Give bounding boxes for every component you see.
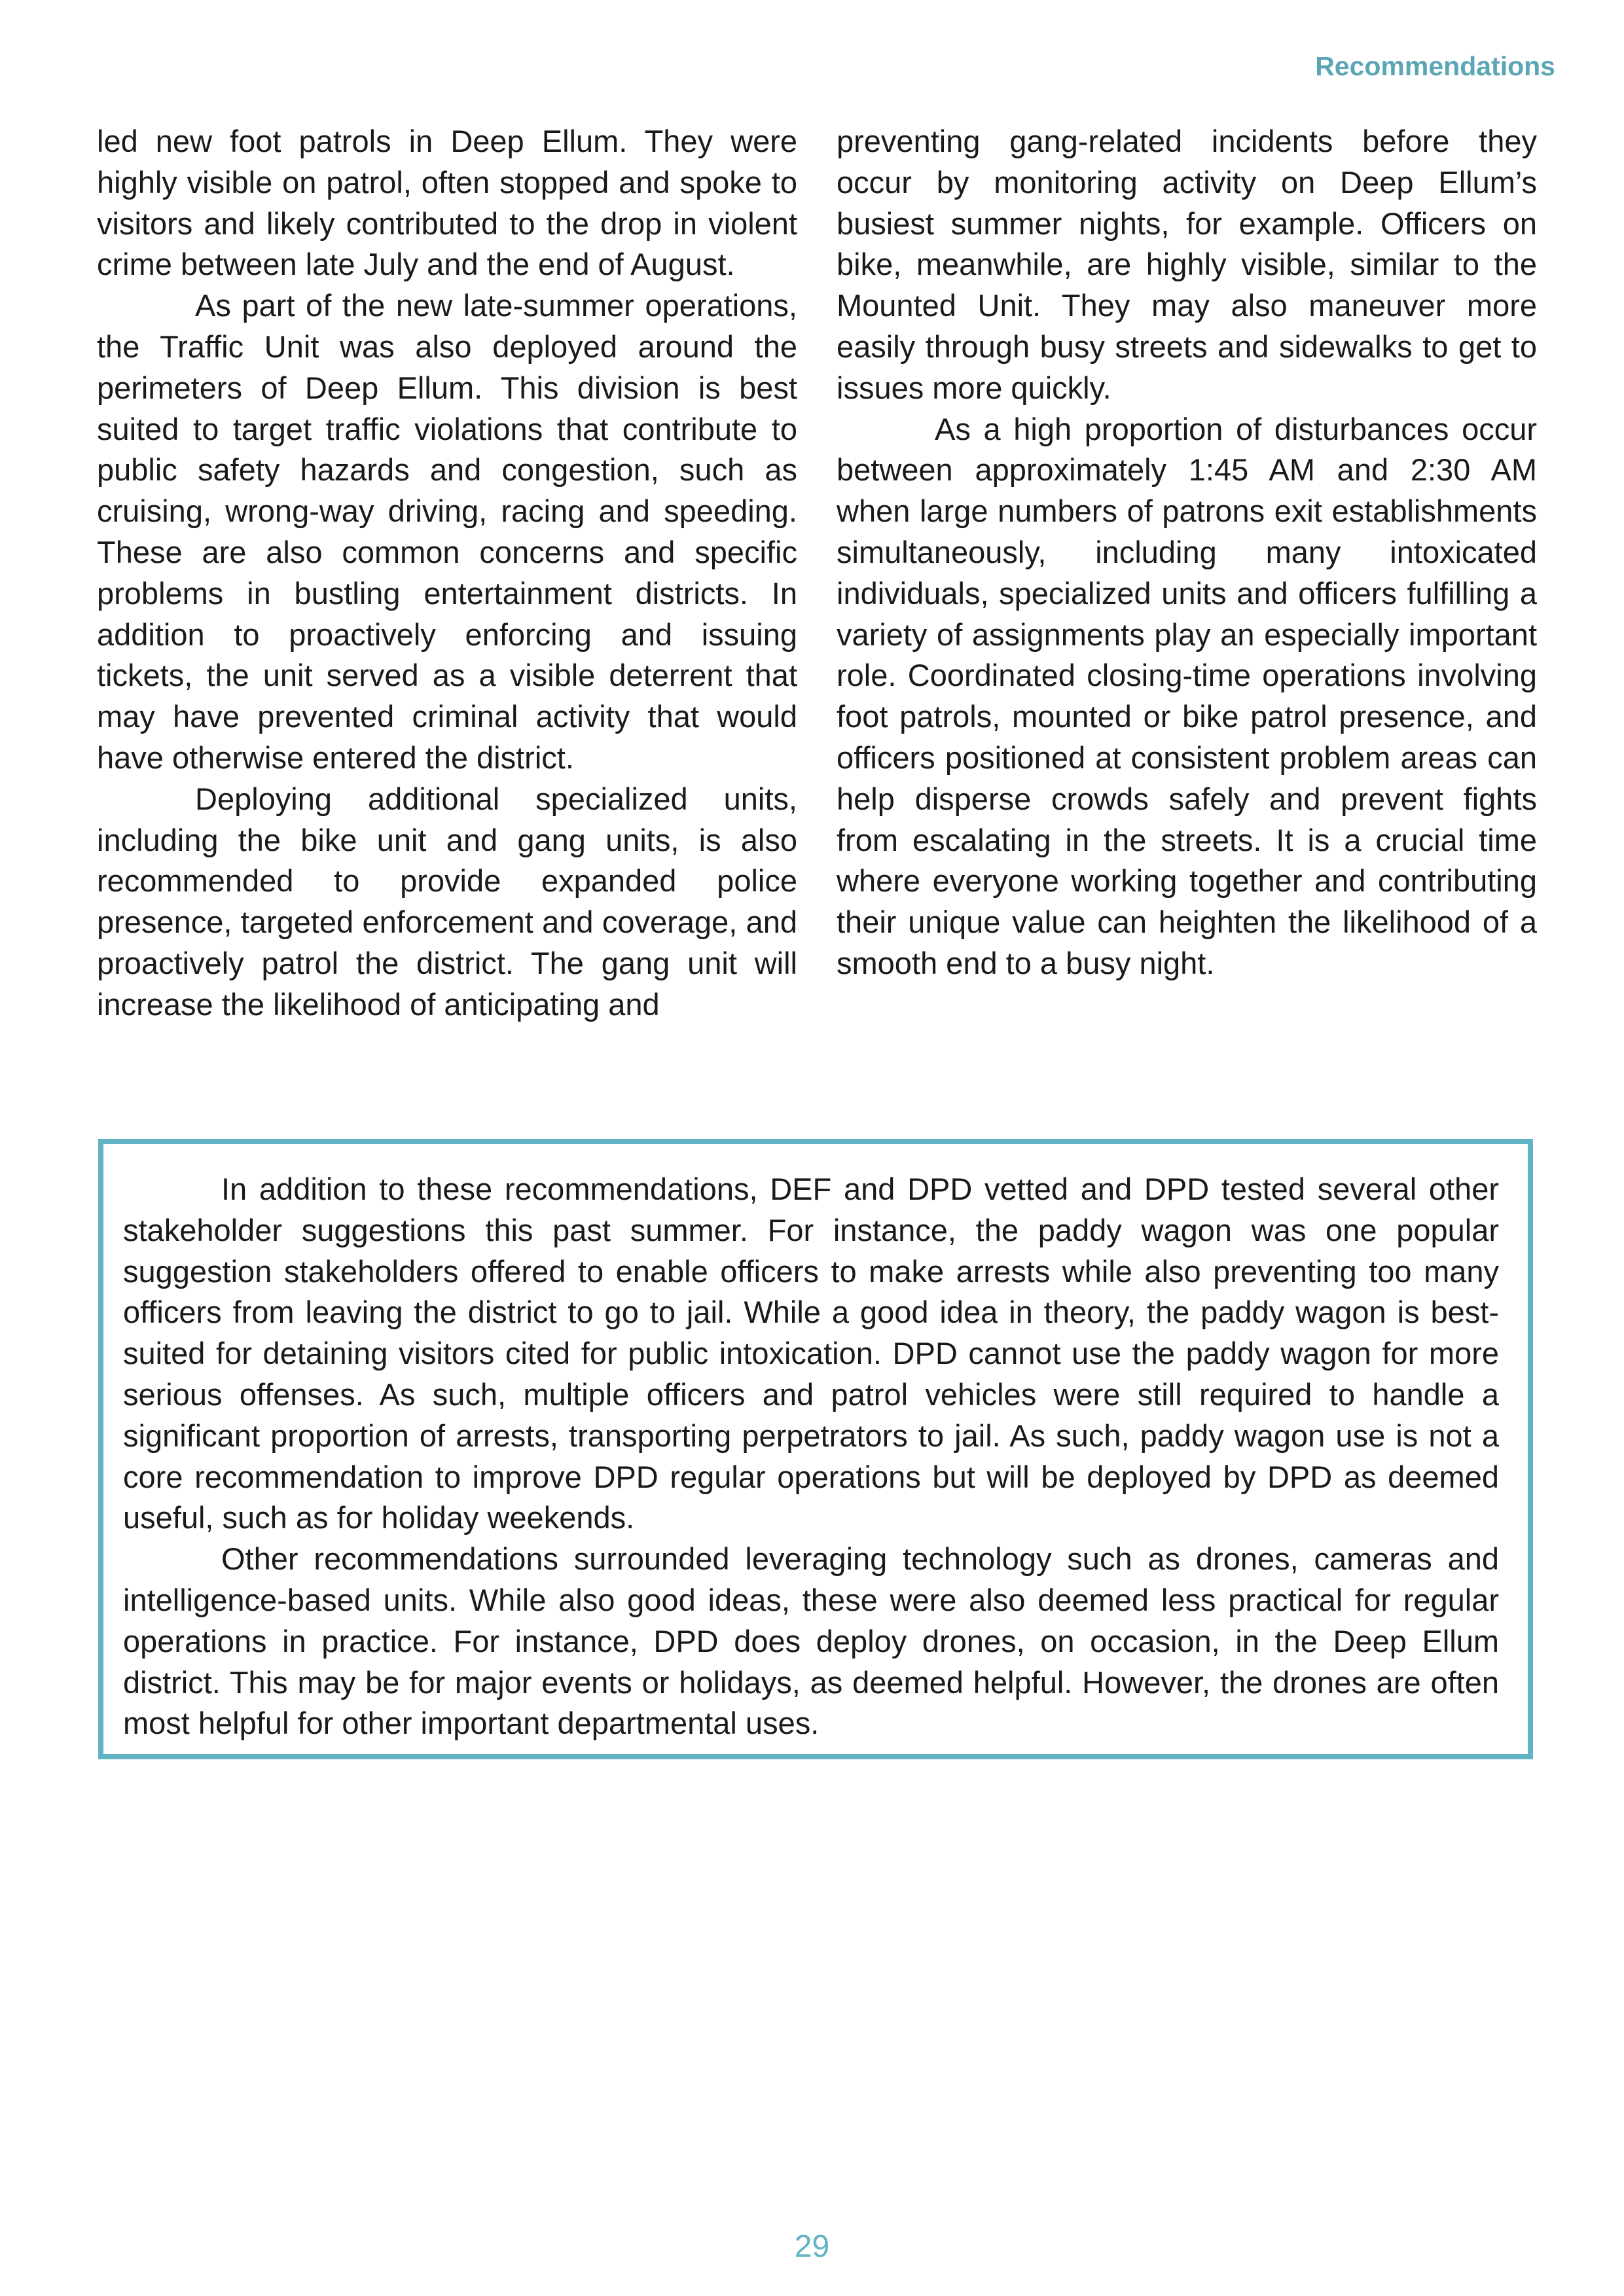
right-paragraph-2: As a high proportion of disturbances occur between approximately 1:45 AM and 2:30 AM when large numbers of patrons exit establishments simultaneously, including many intoxicated individuals, specialized units and officers fulfilling a variety of assignments play an especially important role. Coordinated closing-time operations involving foot patrols, mounted or bike patrol presence, and officers positioned at consistent problem areas can help disperse crowds safely and prevent fights from escalating in the streets. It is a crucial time where everyone working together and contributing their unique value can heighten the likelihood of a smooth end to a busy night. — [837, 411, 1537, 980]
callout-paragraph-2: Other recommendations surrounded leveraging technology such as drones, cameras and intelligence-based units. While also good ideas, these were also deemed less practical for regular operations in practice. For instance, DPD does deploy drones, on occasion, in the Deep Ellum district. This may be for major events or holidays, as deemed helpful. However, the drones are often most helpful for other important departmental uses. — [123, 1541, 1499, 1741]
right-column — [837, 121, 1537, 1026]
right-paragraph-1: preventing gang-related incidents before they occur by monitoring activity on Deep Ellum’s busiest summer nights, for example. Officers on bike, meanwhile, are highly visible, similar to the Mounted Unit. They may also maneuver more easily through busy streets and sidewalks to get to issues more quickly. — [837, 124, 1537, 405]
left-paragraph-1: led new foot patrols in Deep Ellum. They were highly visible on patrol, often stopped and spoke to visitors and likely contributed to the drop in violent crime between late July and the end of August. — [97, 124, 797, 282]
left-paragraph-3: Deploying additional specialized units, including the bike unit and gang units, is also recommended to provide expanded police presence, targeted enforcement and coverage, and proactively patrol the district. The gang unit will increase the likelihood of anticipating and — [97, 781, 797, 1022]
page-number: 29 — [794, 2229, 830, 2264]
left-column — [97, 121, 797, 1026]
running-header-section-title: Recommendations — [1315, 51, 1555, 81]
two-column-body — [97, 121, 1537, 1026]
callout-box — [98, 1139, 1533, 1759]
left-paragraph-2: As part of the new late-summer operations, the Traffic Unit was also deployed around the perimeters of Deep Ellum. This division is best suited to target traffic violations that contribute to public safety hazards and congestion, such as cruising, wrong-way driving, racing and speeding. These are also common concerns and specific problems in bustling entertainment districts. In addition to proactively enforcing and issuing tickets, the unit served as a visible deterrent that may have prevented criminal activity that would have otherwise entered the district. — [97, 288, 797, 775]
callout-paragraph-1: In addition to these recommendations, DEF and DPD vetted and DPD tested several other stakeholder suggestions this past summer. For instance, the paddy wagon was one popular suggestion stakeholders offered to enable officers to make arrests while also preventing too many officers from leaving the district to go to jail. While a good idea in theory, the paddy wagon is best-suited for detaining visitors cited for public intoxication. DPD cannot use the paddy wagon for more serious offenses. As such, multiple officers and patrol vehicles were still required to handle a significant proportion of arrests, transporting perpetrators to jail. As such, paddy wagon use is not a core recommendation to improve DPD regular operations but will be deployed by DPD as deemed useful, such as for holiday weekends. — [123, 1172, 1499, 1535]
